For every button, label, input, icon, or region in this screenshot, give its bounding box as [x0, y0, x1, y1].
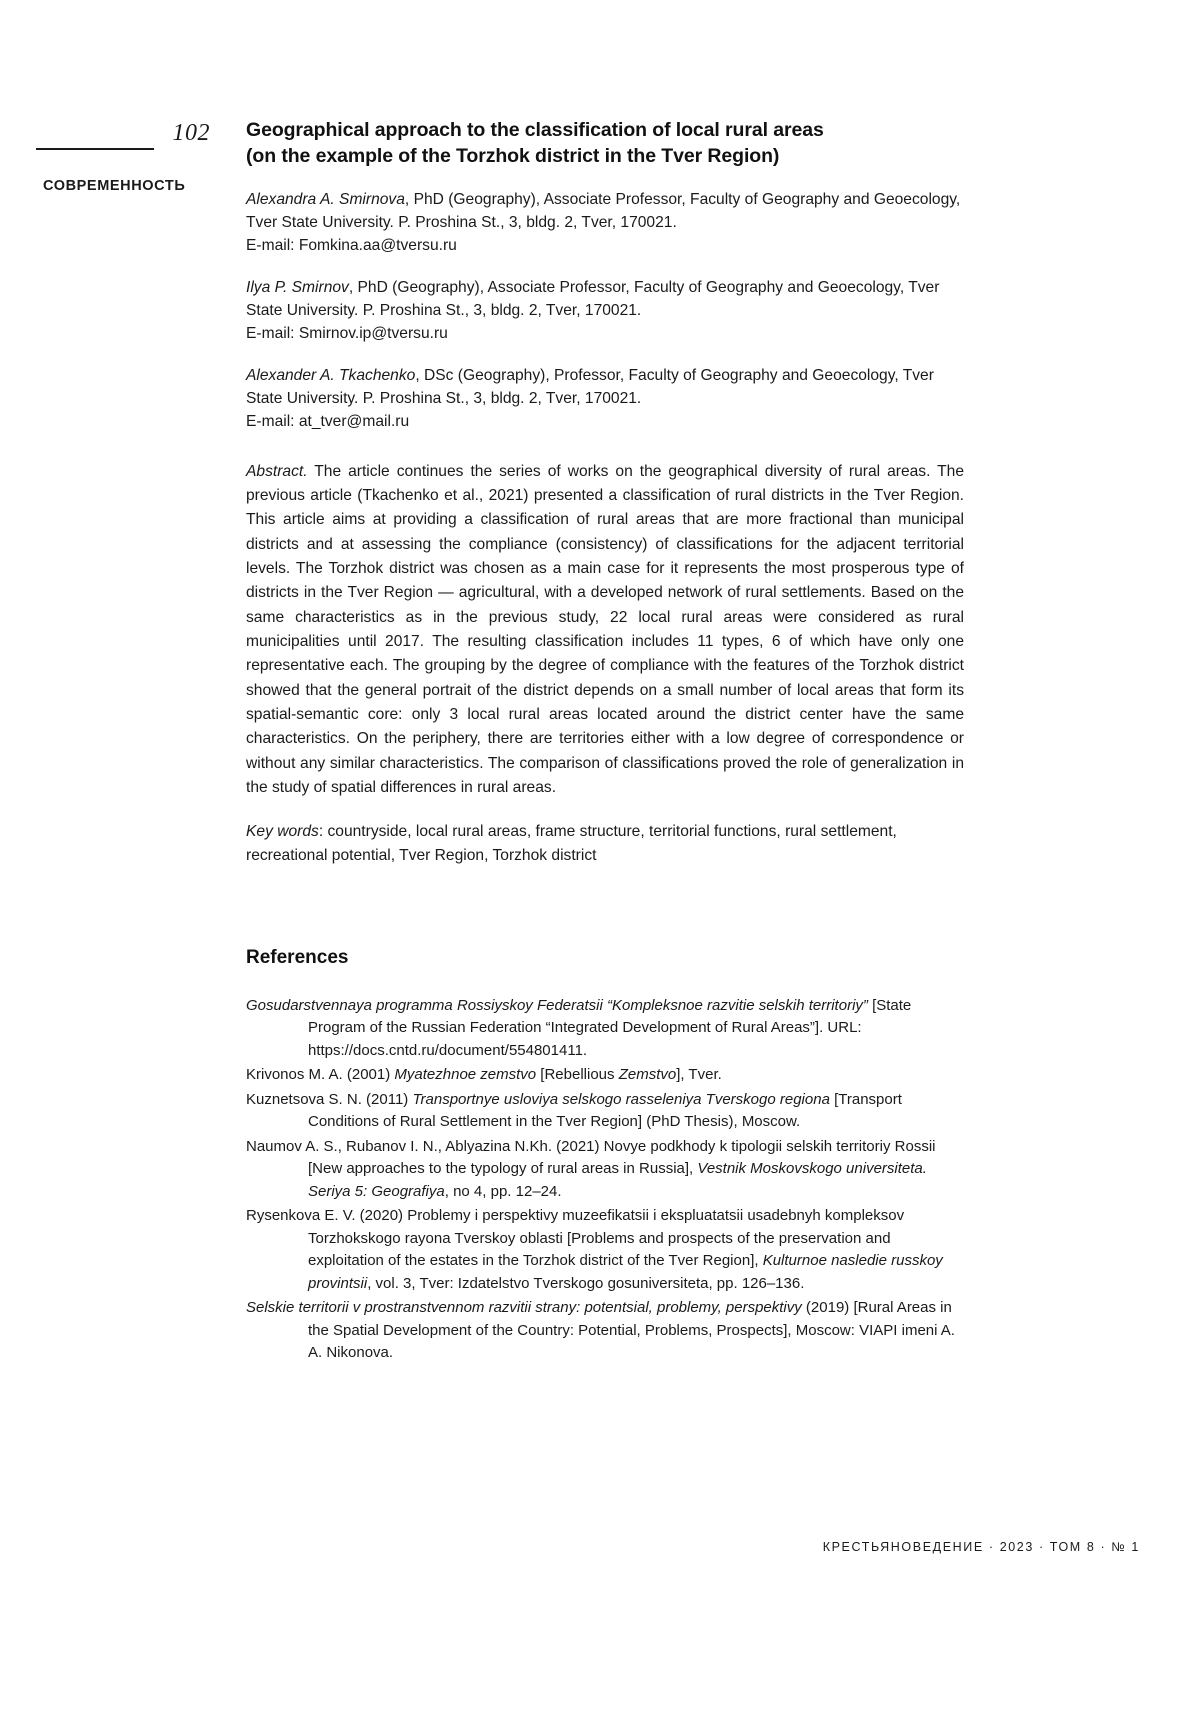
keywords-label: Key words [246, 823, 319, 841]
author-affiliation: , PhD (Geography), Associate Professor, Faculty of Geography and Geoecology, Tver State University. P. Proshina St., 3, bldg. 2, Tver, 170021. [246, 279, 940, 320]
main-column [246, 118, 964, 1367]
keywords-text: : countryside, local rural areas, frame structure, territorial functions, rural settlement, recreational potential, Tver Region, Torzhok district [246, 823, 897, 865]
references-list [246, 995, 964, 1365]
author-block [246, 277, 964, 346]
page-title [246, 118, 964, 169]
author-affiliation: , DSc (Geography), Professor, Faculty of Geography and Geoecology, Tver State University. P. Proshina St., 3, bldg. 2, Tver, 170021. [246, 367, 934, 407]
author-affiliation: , PhD (Geography), Associate Professor, Faculty of Geography and Geoecology, Tver State University. P. Proshina St., 3, bldg. 2, Tver, 170021. [246, 191, 961, 232]
abstract [246, 460, 964, 800]
abstract-label: Abstract. [246, 462, 308, 480]
author-name: Alexander A. Tkachenko [246, 367, 416, 384]
author-email: E-mail: Smirnov.ip@tversu.ru [246, 325, 448, 343]
reference-item: Gosudarstvennaya programma Rossiyskoy Federatsii “Kompleksnoe razvitie selskih territoriy” [State Program of the Russian Federation “Integrated Development of Rural Areas”]. URL: https://docs.cntd.ru/document/554801411. [246, 996, 912, 1059]
page-footer: КРЕСТЬЯНОВЕДЕНИЕ · 2023 · ТОМ 8 · № 1 [822, 1540, 1140, 1554]
abstract-text: The article continues the series of works on the geographical diversity of rural areas. The previous article (Tkachenko et al., 2021) presented a classification of rural districts in the Tver Region. This article aims at providing a classification of rural areas that are more fractional than municipal districts and at assessing the compliance (consistency) of classifications for the adjacent territorial levels. The Torzhok district was chosen as a main case for it represents the most prosperous type of districts in the Tver Region — agricultural, with a developed network of rural settlements. Based on the same characteristics as in the previous study, 22 local rural areas were considered as rural municipalities until 2017. The resulting classification includes 11 types, 6 of which have only one representative each. The grouping by the degree of compliance with the features of the Torzhok district showed that the general portrait of the district depends on a small number of local areas that form its spatial-semantic core: only 3 local rural areas located around the district center have the same characteristics. On the periphery, there are territories either with a low degree of correspondence or without any similar characteristics. The comparison of classifications proved the role of generalization in the study of spatial differences in rural areas. [246, 462, 964, 796]
reference-item: Krivonos M. A. (2001) Myatezhnoe zemstvo [Rebellious Zemstvo], Tver. [246, 1066, 722, 1084]
references-heading: References [246, 946, 349, 968]
author-name: Ilya P. Smirnov [246, 279, 349, 297]
author-block [246, 189, 964, 258]
section-label: СОВРЕМЕННОСТЬ [43, 178, 186, 194]
reference-item: Kuznetsova S. N. (2011) Transportnye usloviya selskogo rasseleniya Tverskogo regiona [Transport Conditions of Rural Settlement in the Tver Region] (PhD Thesis), Moscow. [246, 1090, 902, 1131]
author-email: E-mail: at_tver@mail.ru [246, 412, 410, 430]
author-block [246, 365, 964, 434]
header-rule [36, 148, 154, 150]
keywords [246, 820, 964, 869]
title-line-2: (on the example of the Torzhok district in the Tver Region) [246, 144, 780, 167]
author-email: E-mail: Fomkina.aa@tversu.ru [246, 237, 457, 255]
reference-item: Rysenkova E. V. (2020) Problemy i perspektivy muzeefikatsii i ekspluatatsii usadebnyh kompleksov Torzhokskogo rayona Tverskoy oblasti [Problems and prospects of the preservation and exploitation of the estates in the Torzhok district of the Tver Region], Kulturnoe nasledie russkoy provintsii, vol. 3, Tver: Izdatelstvo Tverskogo gosuniversiteta, pp. 126–136. [246, 1207, 943, 1292]
title-line-1: Geographical approach to the classification of local rural areas [246, 119, 824, 141]
author-name: Alexandra A. Smirnova [246, 191, 405, 209]
page-number: 102 [172, 120, 210, 146]
margin-column [0, 0, 230, 1710]
reference-item: Selskie territorii v prostranstvennom razvitii strany: potentsial, problemy, perspektivy (2019) [Rural Areas in the Spatial Development of the Country: Potential, Problems, Prospects], Moscow: VIAPI imeni A. A. Nikonova. [246, 1299, 955, 1362]
reference-item: Naumov A. S., Rubanov I. N., Ablyazina N.Kh. (2021) Novye podkhody k tipologii selskih territoriy Rossii [New approaches to the typology of rural areas in Russia], Vestnik Moskovskogo universiteta. Seriya 5: Geografiya, no 4, pp. 12–24. [246, 1137, 936, 1200]
